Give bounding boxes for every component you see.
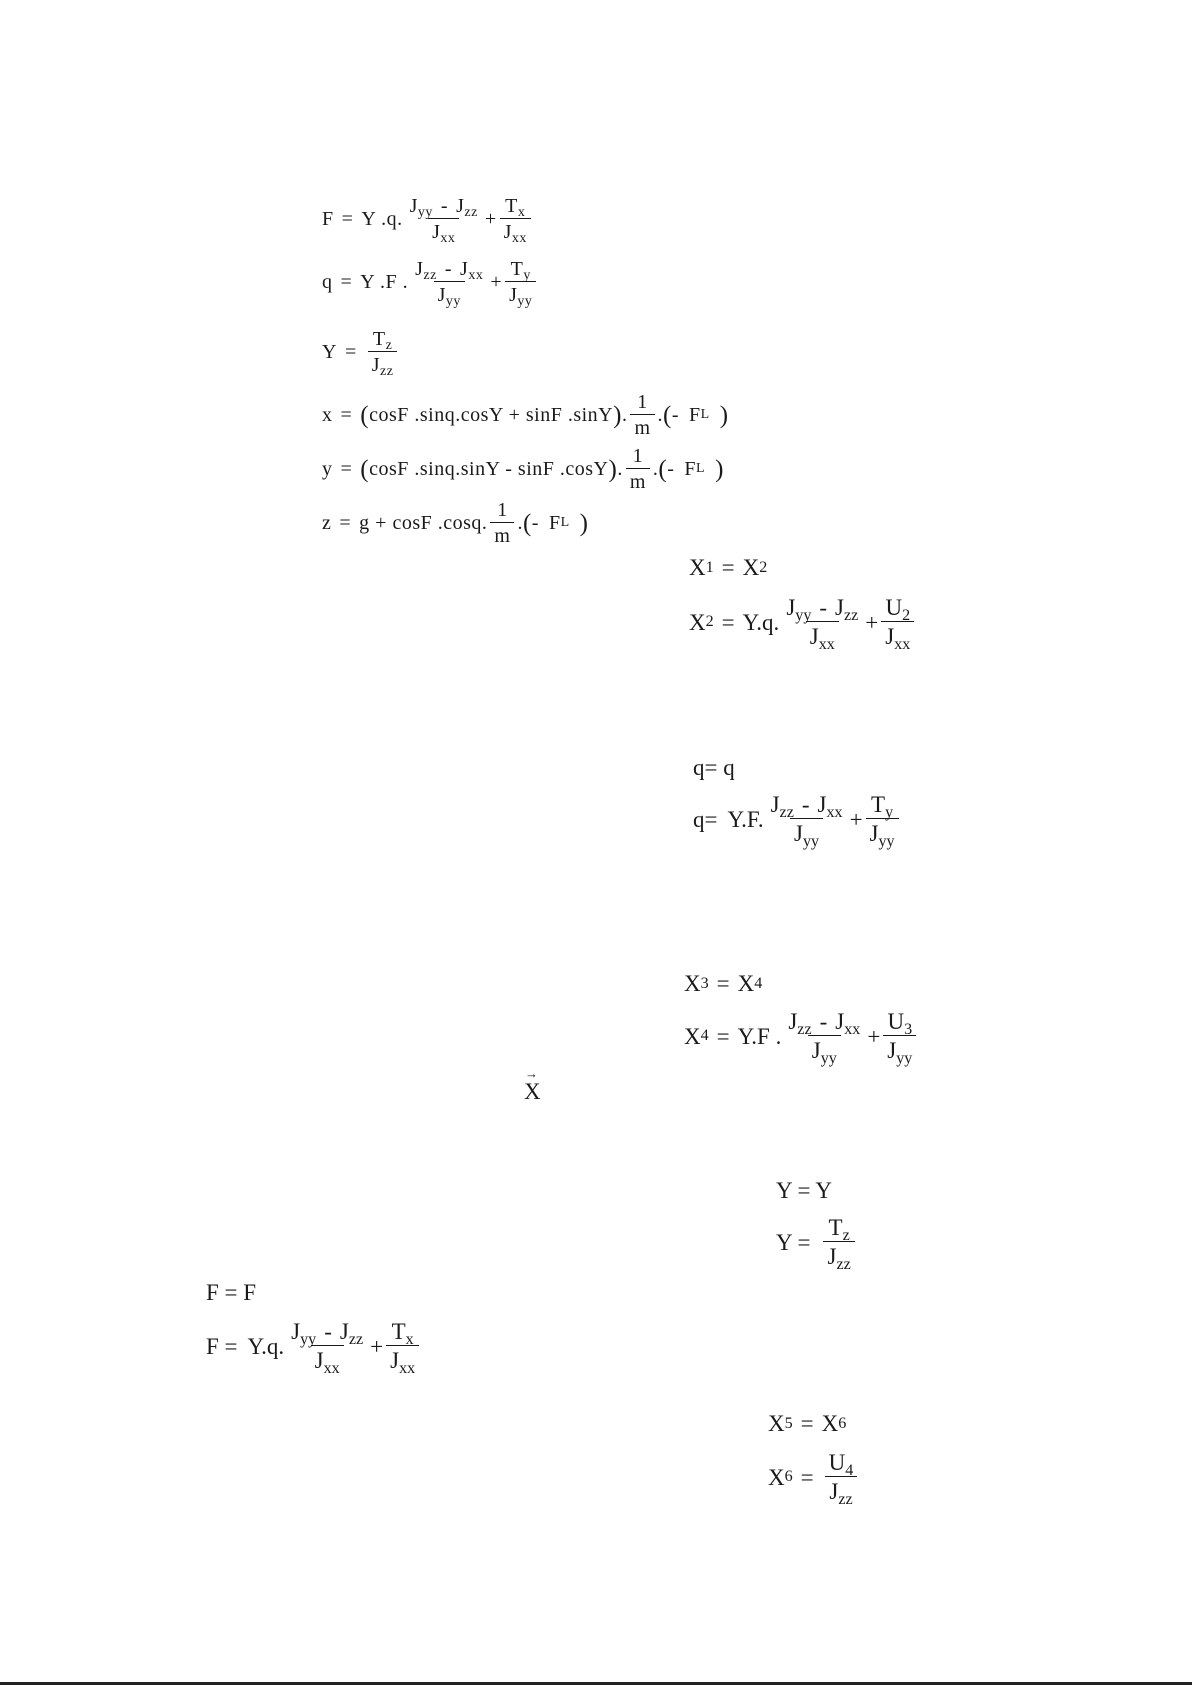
equation-q-ddot: q= Y.F. $\frac{J_{zz} - J_{xx}}{J_{yy}}$ + $\frac{T_y}{J_{yy}}$: [693, 793, 902, 845]
fraction: $\frac{J_{zz} - J_{xx}}{J_{yy}}$: [415, 258, 484, 310]
equation-y: Y = Y: [776, 1178, 832, 1203]
equation-x5: X 5 = X 6: [768, 1411, 847, 1436]
equation-x4: X 4 = Y.F . $\frac{J_{zz} - J_{xx}}{J_{yy}}$ + $\frac{U_3}{J_{yy}}$: [684, 1010, 919, 1062]
fraction: $\frac{J_{zz} - J_{xx}}{J_{yy}}$: [770, 792, 843, 850]
equation-x6: X 6 = $\frac{U_4}{J_{zz}}$: [768, 1451, 860, 1503]
fraction: $\frac{T_z}{J_{zz}}$: [823, 1216, 854, 1268]
fraction: $\frac{U_2}{J_{xx}}$: [881, 596, 914, 648]
equation-phi-ddot: F = Y .q. $\frac{J_{yy} - J_{zz}}{J_{xx}}$ + $\frac{T_x}{J_{xx}}$: [322, 196, 534, 242]
state-vector-symbol: → X: [524, 1066, 541, 1104]
fraction: $\frac{T_z}{J_{zz}}$: [368, 329, 398, 375]
fraction: $\frac{J_{yy} - J_{zz}}{J_{xx}}$: [291, 1319, 364, 1377]
fraction: $\frac{1}{m}$: [490, 500, 514, 546]
fraction: $\frac{T_x}{J_{xx}}$: [386, 1320, 419, 1372]
fraction: $\frac{J_{zz} - J_{xx}}{J_{yy}}$: [788, 1009, 861, 1067]
fraction: $\frac{J_{yy} - J_{zz}}{J_{xx}}$: [786, 595, 859, 653]
equation-y-ddot: y = ( cosF .sinq.sinY - sinF .cosY ) . $\frac{1}{m}$ . ( - F L ): [322, 445, 724, 493]
equation-x-ddot: x = ( cosF .sinq.cosY + sinF .sinY ) . $\frac{1}{m}$ . ( - F L ): [322, 391, 729, 439]
equation-x1: X 1 = X 2: [689, 555, 768, 580]
fraction: $\frac{1}{m}$: [630, 392, 654, 438]
fraction: $\frac{U_4}{J_{zz}}$: [825, 1451, 858, 1503]
fraction: $\frac{J_{yy} - J_{zz}}{J_{xx}}$: [409, 195, 478, 247]
equation-z-ddot: z = g + cosF .cosq. $\frac{1}{m}$ . ( - F L ): [322, 499, 589, 547]
equation-q: q= q: [693, 755, 735, 780]
fraction: $\frac{T_y}{J_{yy}}$: [866, 793, 899, 845]
equation-x2: X 2 = Y.q. $\frac{J_{yy} - J_{zz}}{J_{xx}}$ + $\frac{U_2}{J_{xx}}$: [689, 596, 917, 648]
equation-x3: X 3 = X 4: [684, 971, 763, 996]
equation-psi-ddot: Y = $\frac{T_z}{J_{zz}}$: [322, 329, 400, 375]
fraction: $\frac{U_3}{J_{yy}}$: [883, 1010, 916, 1062]
fraction: $\frac{T_y}{J_{yy}}$: [505, 259, 536, 305]
equation-f-ddot: F = Y.q. $\frac{J_{yy} - J_{zz}}{J_{xx}}$ + $\frac{T_x}{J_{xx}}$: [206, 1320, 422, 1372]
fraction: $\frac{T_x}{J_{xx}}$: [500, 196, 531, 242]
equation-theta-ddot: q = Y .F . $\frac{J_{zz} - J_{xx}}{J_{yy}}$ + $\frac{T_y}{J_{yy}}$: [322, 259, 539, 305]
equation-y-ddot: Y = $\frac{T_z}{J_{zz}}$: [776, 1216, 858, 1268]
equation-f: F = F: [206, 1280, 257, 1305]
fraction: $\frac{1}{m}$: [626, 446, 650, 492]
